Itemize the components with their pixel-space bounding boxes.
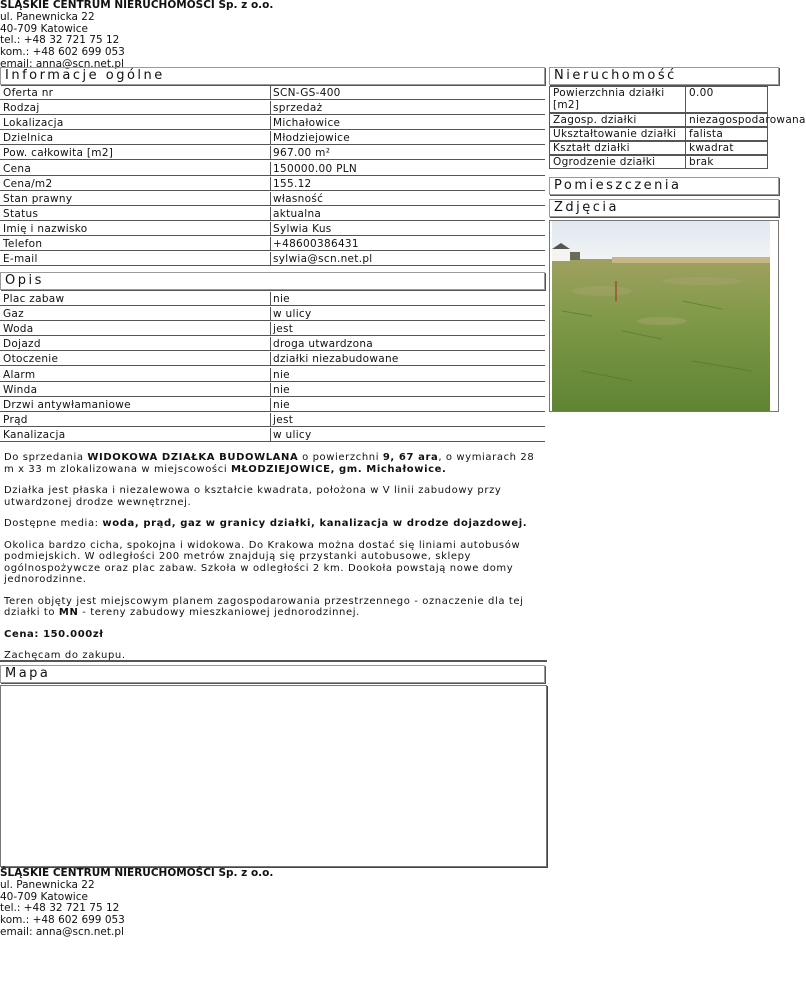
company-footer [0, 868, 273, 939]
general-row [0, 192, 545, 207]
feature-row [0, 337, 545, 352]
feature-row-label: Drzwi antywłamaniowe [0, 398, 270, 412]
general-row [0, 162, 545, 177]
feature-row-value: w ulicy [270, 307, 545, 321]
photo-frame [549, 220, 779, 412]
description-bottom-rule [0, 660, 547, 662]
general-row [0, 131, 545, 146]
feature-row [0, 292, 545, 307]
footer-company-mobile: kom.: +48 602 699 053 [0, 914, 125, 927]
feature-row-label: Winda [0, 383, 270, 397]
property-photo[interactable] [552, 221, 770, 411]
desc-p1-f: MŁODZIEJOWICE, gm. Michałowice. [231, 463, 447, 475]
property-row-value: falista [685, 127, 768, 141]
desc-p1-a: Do sprzedania [4, 452, 88, 463]
company-name: ŚLĄSKIE CENTRUM NIERUCHOMOŚCI Sp. z o.o. [0, 0, 274, 11]
general-row-label: Lokalizacja [0, 116, 270, 130]
property-row-label: Kształt działki [549, 141, 686, 155]
general-row [0, 101, 545, 116]
property-row-label: Powierzchnia działki [m2] [549, 86, 686, 113]
general-row [0, 207, 545, 222]
general-row-value: Młodziejowice [270, 131, 545, 145]
desc-p3-b: woda, prąd, gaz w granicy działki, kanalizacja w drodze dojazdowej. [102, 518, 528, 529]
general-row-value: 150000.00 PLN [270, 162, 545, 176]
general-row-label: Cena [0, 162, 270, 176]
desc-p1-b: WIDOKOWA DZIAŁKA BUDOWLANA [87, 452, 299, 463]
feature-row-value: działki niezabudowane [270, 352, 545, 366]
general-row [0, 116, 545, 131]
footer-company-city: 40-709 Katowice [0, 890, 88, 903]
general-row-value: aktualna [270, 207, 545, 221]
general-row-value: SCN-GS-400 [270, 86, 545, 100]
general-row-label: Stan prawny [0, 192, 270, 206]
general-row-label: Telefon [0, 237, 270, 251]
feature-row-label: Kanalizacja [0, 428, 270, 442]
desc-p4: Okolica bardzo cicha, spokojna i widokowa. Do Krakowa można dostać się liniami autobusów podmiejskich. W odległości 200 metrów znajdują się przystanki autobusowe, sklepy ogólnospożywcze oraz plac zabaw. Szkoła w odległości 2 km. Dookoła powstają nowe domy jednorodzinne. [4, 539, 521, 585]
feature-row-value: w ulicy [270, 428, 545, 442]
feature-row-label: Woda [0, 322, 270, 336]
desc-p2: Działka jest płaska i niezalewowa o kształcie kwadrata, położona w V linii zabudowy przy utwardzonej drodze wewnętrznej. [4, 485, 502, 508]
feature-row-label: Alarm [0, 368, 270, 382]
feature-row [0, 352, 545, 367]
property-row-value: kwadrat [685, 141, 768, 155]
general-row-label: E-mail [0, 252, 270, 266]
general-row-label: Pow. całkowita [m2] [0, 146, 270, 160]
company-street: ul. Panewnicka 22 [0, 10, 95, 23]
company-city: 40-709 Katowice [0, 22, 88, 35]
desc-p3-a: Dostępne media: [4, 518, 103, 529]
footer-company-email: email: anna@scn.net.pl [0, 925, 124, 938]
feature-row [0, 428, 545, 443]
feature-row-label: Otoczenie [0, 352, 270, 366]
feature-row-value: jest [270, 413, 545, 427]
general-row-label: Cena/m2 [0, 177, 270, 191]
general-row-value: Sylwia Kus [270, 222, 545, 236]
section-title-description: Opis [0, 272, 545, 290]
section-title-map: Mapa [0, 665, 545, 683]
footer-company-name: ŚLĄSKIE CENTRUM NIERUCHOMOŚCI Sp. z o.o. [0, 867, 274, 879]
feature-row-label: Dojazd [0, 337, 270, 351]
desc-closing: Zachęcam do zakupu. [4, 650, 126, 661]
general-row-value: +48600386431 [270, 237, 545, 251]
company-mobile: kom.: +48 602 699 053 [0, 46, 125, 59]
desc-price: Cena: 150.000zł [4, 628, 104, 640]
general-row-label: Dzielnica [0, 131, 270, 145]
desc-p5-b: MN [58, 607, 79, 618]
footer-company-tel: tel.: +48 32 721 75 12 [0, 902, 120, 915]
feature-row-label: Plac zabaw [0, 292, 270, 306]
feature-row [0, 413, 545, 428]
feature-row-value: nie [270, 368, 545, 382]
feature-row [0, 368, 545, 383]
general-row [0, 146, 545, 161]
feature-row [0, 398, 545, 413]
company-header [0, 0, 273, 71]
general-row-value: 155.12 [270, 177, 545, 191]
feature-row-value: nie [270, 292, 545, 306]
feature-row-value: nie [270, 383, 545, 397]
feature-row-label: Gaz [0, 307, 270, 321]
general-row [0, 237, 545, 252]
general-row-label: Oferta nr [0, 86, 270, 100]
property-row-label: Ukształtowanie działki [549, 127, 686, 141]
property-row-value: 0.00 [685, 86, 768, 113]
general-row [0, 252, 545, 267]
feature-row-label: Prąd [0, 413, 270, 427]
general-row [0, 177, 545, 192]
company-email: email: anna@scn.net.pl [0, 57, 124, 70]
section-title-property: Nieruchomość [549, 67, 779, 85]
general-row [0, 86, 545, 101]
company-tel: tel.: +48 32 721 75 12 [0, 34, 120, 47]
general-row-label: Imię i nazwisko [0, 222, 270, 236]
section-title-rooms: Pomieszczenia [549, 177, 779, 195]
general-row-value: własność [270, 192, 545, 206]
desc-p1-c: o powierzchni [298, 452, 383, 463]
general-row-label: Rodzaj [0, 101, 270, 115]
feature-row-value: nie [270, 398, 545, 412]
general-row [0, 222, 545, 237]
feature-row [0, 383, 545, 398]
property-row-label: Ogrodzenie działki [549, 155, 686, 169]
desc-p1-d: 9, 67 ara [382, 452, 439, 463]
property-row-value: brak [685, 155, 768, 169]
map-area[interactable] [0, 685, 547, 867]
description-text [4, 452, 544, 672]
general-row-value: sprzedaż [270, 101, 545, 115]
desc-p5-c: - tereny zabudowy mieszkaniowej jednorodzinnej. [78, 607, 360, 618]
desc-p1-e: , o wymiarach 28 m x 33 m zlokalizowana w miejscowości [4, 452, 535, 475]
feature-row [0, 322, 545, 337]
general-row-label: Status [0, 207, 270, 221]
property-row-label: Zagosp. działki [549, 113, 686, 127]
desc-p5-a: Teren objęty jest miejscowym planem zagospodarowania przestrzennego - oznaczenie dla tej działki to [4, 595, 524, 618]
property-row-value: niezagospodarowana [685, 113, 768, 127]
feature-row-value: jest [270, 322, 545, 336]
section-title-general: Informacje ogólne [0, 67, 545, 85]
section-title-photos: Zdjęcia [549, 199, 779, 217]
general-row-value: 967.00 m² [270, 146, 545, 160]
footer-company-street: ul. Panewnicka 22 [0, 878, 95, 891]
general-row-value: sylwia@scn.net.pl [270, 252, 545, 266]
general-row-value: Michałowice [270, 116, 545, 130]
feature-row [0, 307, 545, 322]
feature-row-value: droga utwardzona [270, 337, 545, 351]
